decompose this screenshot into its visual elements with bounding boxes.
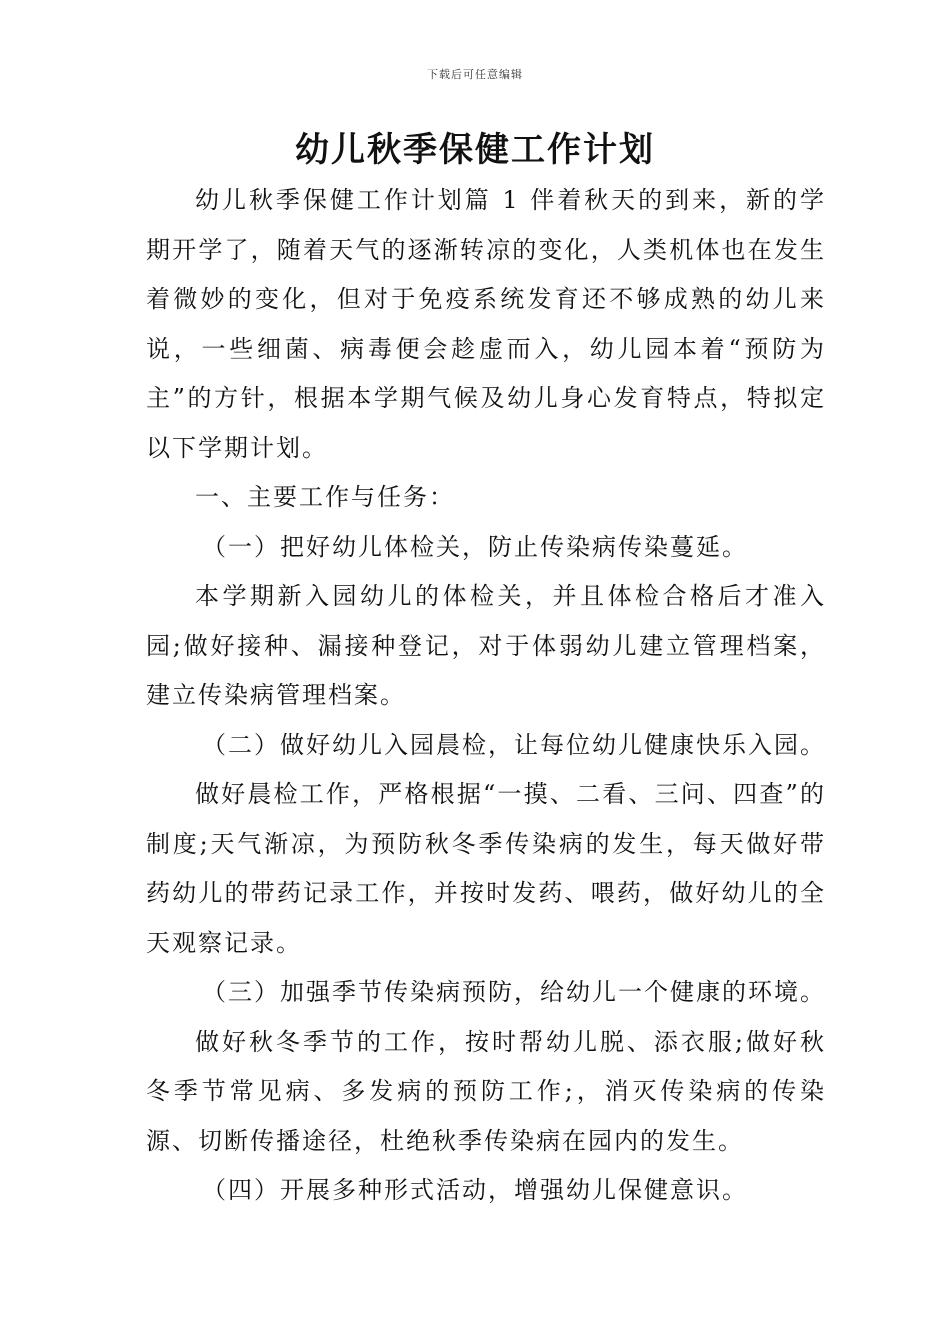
document-body [146, 176, 826, 1216]
paragraph-health-check: 本学期新入园幼儿的体检关，并且体检合格后才准入园;做好接种、漏接种登记，对于体弱幼儿建立管理档案，建立传染病管理档案。 [146, 582, 826, 709]
paragraph-morning-check: 做好晨检工作，严格根据“一摸、二看、三问、四查”的制度;天气渐凉，为预防秋冬季传染病的发生，每天做好带药幼儿的带药记录工作，并按时发药、喂药，做好幼儿的全天观察记录。 [146, 780, 826, 957]
paragraph-intro: 幼儿秋季保健工作计划篇 1 伴着秋天的到来，新的学期开学了，随着天气的逐渐转凉的变化，人类机体也在发生着微妙的变化，但对于免疫系统发育还不够成熟的幼儿来说，一些细菌、病毒便会趁虚而入，幼儿园本着“预防为主”的方针，根据本学期气候及幼儿身心发育特点，特拟定以下学期计划。 [146, 186, 826, 462]
paragraph-seasonal-prevention: 做好秋冬季节的工作，按时帮幼儿脱、添衣服;做好秋冬季节常见病、多发病的预防工作;，消灭传染病的传染源、切断传播途径，杜绝秋季传染病在园内的发生。 [146, 1027, 826, 1155]
subheading-morning-check: （二）做好幼儿入园晨检，让每位幼儿健康快乐入园。 [202, 730, 826, 759]
subheading-activities: （四）开展多种形式活动，增强幼儿保健意识。 [202, 1176, 748, 1204]
document-title: 幼儿秋季保健工作计划 [295, 130, 655, 170]
section-heading-main-tasks: 一、主要工作与任务： [195, 483, 455, 511]
subheading-seasonal-prevention: （三）加强季节传染病预防，给幼儿一个健康的环境。 [202, 978, 826, 1006]
header-note: 下载后可任意编辑 [427, 68, 523, 81]
subheading-health-check: （一）把好幼儿体检关，防止传染病传染蔓延。 [202, 532, 748, 561]
